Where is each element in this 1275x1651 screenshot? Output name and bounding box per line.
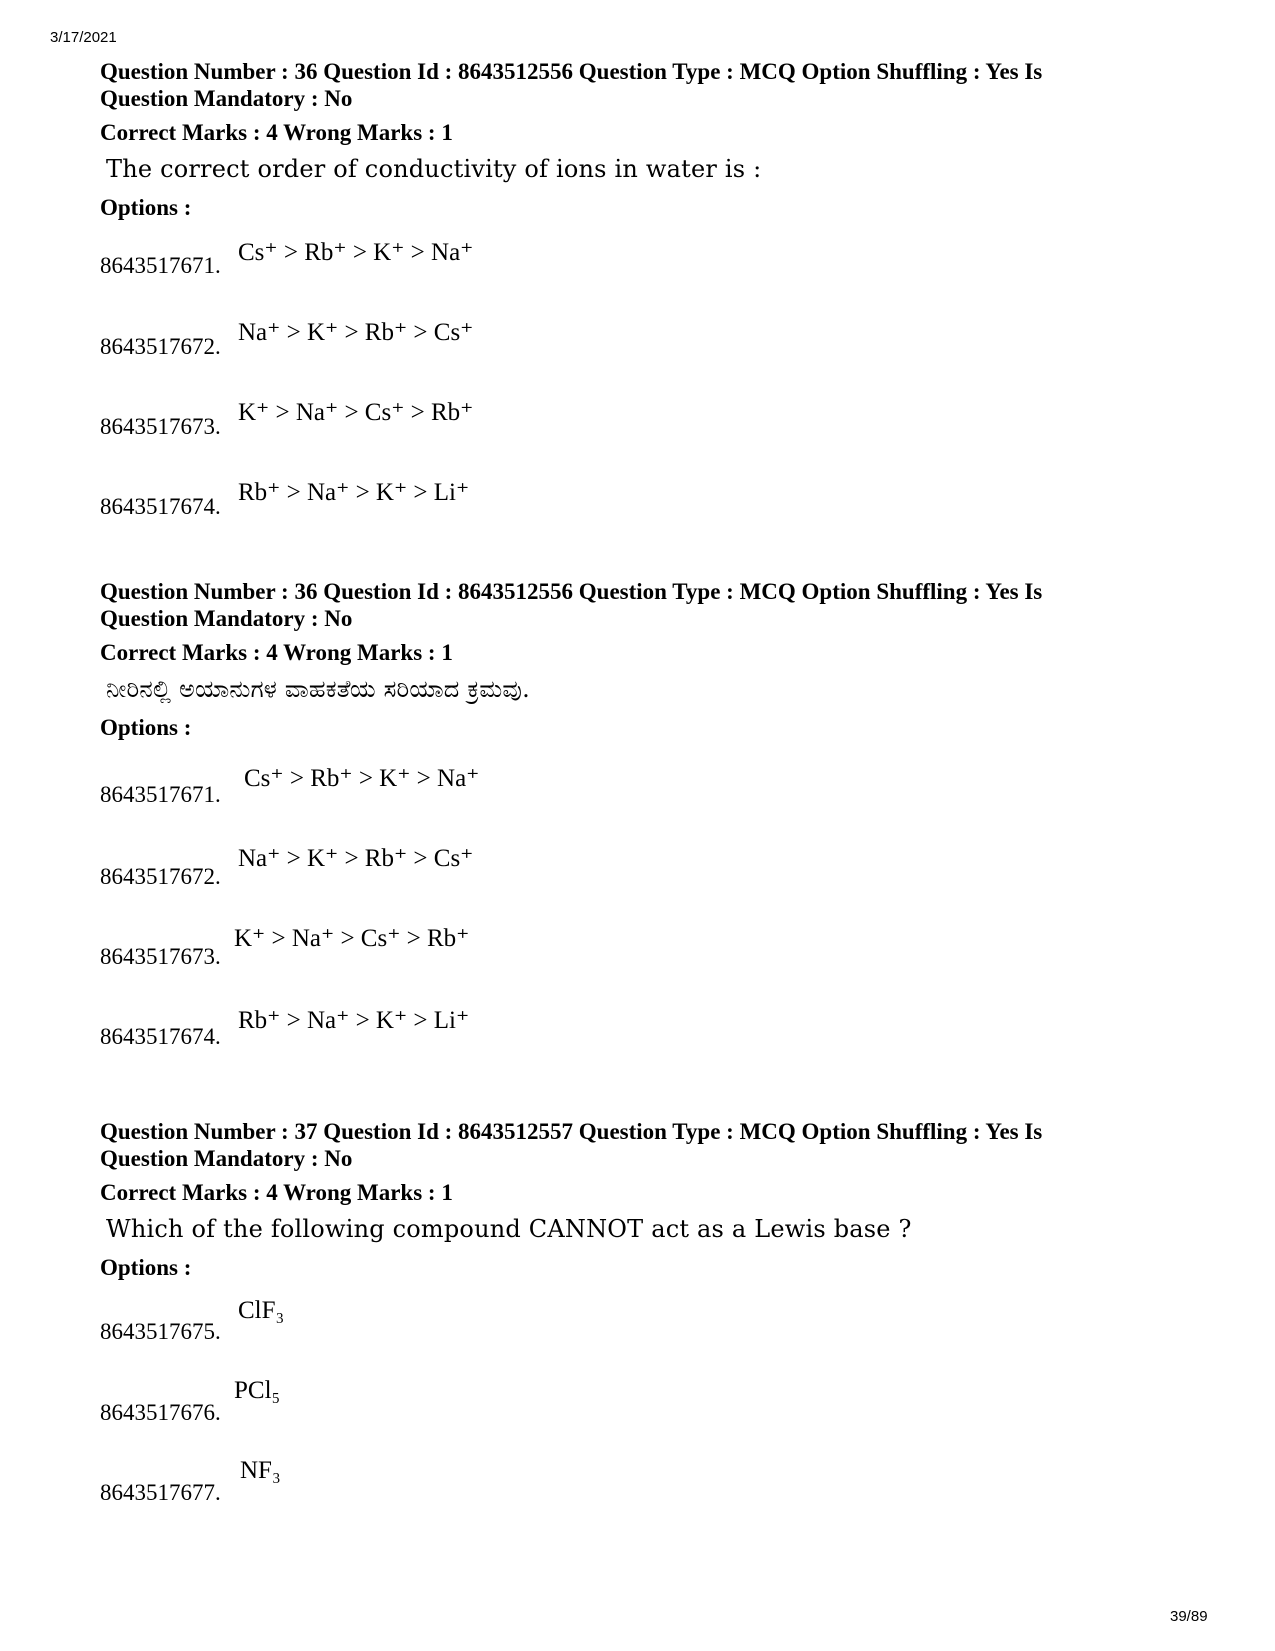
- option-id: 8643517673.: [100, 414, 221, 439]
- option-text: Cs⁺ > Rb⁺ > K⁺ > Na⁺: [244, 765, 480, 792]
- option-id: 8643517672.: [100, 334, 221, 359]
- question-text: ನೀರಿನಲ್ಲಿ ಅಯಾನುಗಳ ವಾಹಕತೆಯ ಸರಿಯಾದ ಕ್ರಮವು.: [106, 675, 530, 703]
- option-text: Rb⁺ > Na⁺ > K⁺ > Li⁺: [238, 1007, 470, 1034]
- option-id: 8643517677.: [100, 1480, 221, 1505]
- option-row: [100, 891, 1180, 971]
- option-row: [100, 363, 1180, 443]
- options-label: Options :: [100, 1255, 192, 1280]
- question-meta: Question Number : 37 Question Id : 8643512557 Question Type : MCQ Option Shuffling : Yes Is Question Mandatory : No: [100, 1119, 1043, 1171]
- option-id: 8643517674.: [100, 1024, 221, 1049]
- option-text: K⁺ > Na⁺ > Cs⁺ > Rb⁺: [238, 399, 474, 426]
- options-label: Options :: [100, 195, 192, 220]
- option-text: ClF₃: [238, 1297, 285, 1324]
- option-text: Na⁺ > K⁺ > Rb⁺ > Cs⁺: [238, 845, 474, 872]
- option-row: [100, 443, 1180, 523]
- page-number: 39/89: [1170, 1608, 1208, 1625]
- question-marks: Correct Marks : 4 Wrong Marks : 1: [100, 120, 453, 145]
- option-row: [100, 811, 1180, 891]
- question-meta: Question Number : 36 Question Id : 8643512556 Question Type : MCQ Option Shuffling : Yes Is Question Mandatory : No: [100, 59, 1043, 111]
- question-block: [100, 578, 1180, 1051]
- option-row: [100, 1427, 1180, 1507]
- option-text: K⁺ > Na⁺ > Cs⁺ > Rb⁺: [234, 925, 470, 952]
- option-id: 8643517673.: [100, 944, 221, 969]
- options-label: Options :: [100, 715, 192, 740]
- question-text: The correct order of conductivity of ions in water is :: [106, 155, 762, 183]
- option-row: [100, 221, 1180, 283]
- question-text: Which of the following compound CANNOT act as a Lewis base ?: [106, 1215, 912, 1243]
- option-text: NF₃: [240, 1457, 281, 1484]
- option-row: [100, 741, 1180, 811]
- option-text: PCl₅: [234, 1377, 281, 1404]
- option-text: Cs⁺ > Rb⁺ > K⁺ > Na⁺: [238, 239, 474, 266]
- option-id: 8643517674.: [100, 494, 221, 519]
- option-row: [100, 283, 1180, 363]
- option-text: Na⁺ > K⁺ > Rb⁺ > Cs⁺: [238, 319, 474, 346]
- print-date: 3/17/2021: [50, 29, 117, 46]
- option-id: 8643517671.: [100, 782, 221, 807]
- question-marks: Correct Marks : 4 Wrong Marks : 1: [100, 1180, 453, 1205]
- option-id: 8643517675.: [100, 1319, 221, 1344]
- question-meta: Question Number : 36 Question Id : 8643512556 Question Type : MCQ Option Shuffling : Yes Is Question Mandatory : No: [100, 579, 1043, 631]
- option-id: 8643517676.: [100, 1400, 221, 1425]
- option-row: [100, 1281, 1180, 1347]
- question-marks: Correct Marks : 4 Wrong Marks : 1: [100, 640, 453, 665]
- option-id: 8643517672.: [100, 864, 221, 889]
- question-block: [100, 58, 1180, 523]
- option-id: 8643517671.: [100, 253, 221, 278]
- option-row: [100, 1347, 1180, 1427]
- option-text: Rb⁺ > Na⁺ > K⁺ > Li⁺: [238, 479, 470, 506]
- question-block: [100, 1118, 1180, 1507]
- option-row: [100, 971, 1180, 1051]
